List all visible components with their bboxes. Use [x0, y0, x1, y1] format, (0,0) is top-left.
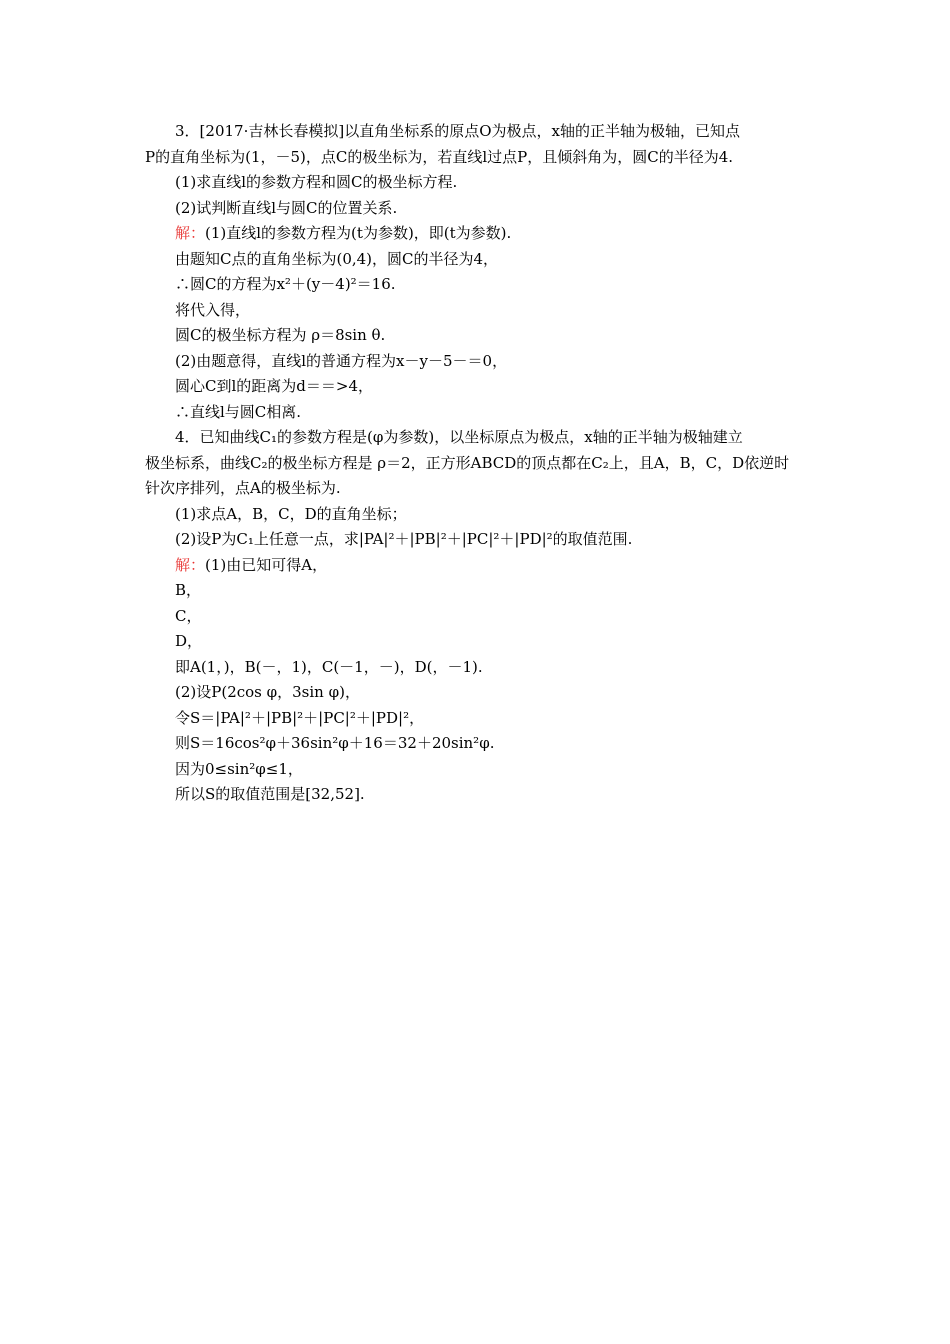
solution-text: (1)直线l的参数方程为(t为参数)，即(t为参数). [205, 224, 512, 242]
solution-line: 令S＝|PA|²＋|PB|²＋|PC|²＋|PD|²， [175, 708, 425, 727]
problem4-solution-first [145, 553, 817, 579]
solution-text: (1)由已知可得A， [205, 555, 328, 574]
solution-line: 圆C的极坐标方程为 ρ＝8sin θ. [175, 326, 386, 344]
problem4-question1: (1)求点A，B，C，D的直角坐标； [175, 504, 407, 523]
solution-line: ∴圆C的方程为x²＋(y－4)²＝16. [175, 275, 396, 293]
solution-line: (2)由题意得，直线l的普通方程为x－y－5－＝0， [175, 351, 508, 370]
problem3-question2: (2)试判断直线l与圆C的位置关系. [175, 198, 398, 217]
solution-line: 即A(1，)，B(－，1)，C(－1，－)，D(，－1). [175, 657, 483, 676]
solution-line: 将代入得， [175, 300, 251, 319]
problem3-question1: (1)求直线l的参数方程和圆C的极坐标方程. [175, 173, 458, 191]
solution-label: 解： [175, 555, 206, 574]
solution-line: 圆心C到l的距离为d＝＝>4， [175, 377, 373, 395]
solution-line: D， [175, 632, 203, 650]
solution-line: 由题知C点的直角坐标为(0,4)，圆C的半径为4， [175, 249, 499, 268]
solution-line: 所以S的取值范围是[32,52]. [175, 785, 365, 803]
problem3-line2: P的直角坐标为(1，－5)，点C的极坐标为，若直线l过点P，且倾斜角为，圆C的半径为4. [145, 147, 734, 166]
problem3-solution-first [145, 221, 817, 247]
solution-line: 因为0≤sin²φ≤1， [175, 759, 303, 778]
problem4-line1: 4．已知曲线C₁的参数方程是(φ为参数)，以坐标原点为极点，x轴的正半轴为极轴建立 [175, 428, 743, 446]
solution-line: B， [175, 581, 202, 599]
solution-line: (2)设P(2cos φ，3sin φ)， [175, 683, 360, 701]
problem4-line3: 针次序排列，点A的极坐标为. [145, 479, 341, 497]
solution-label: 解： [175, 224, 206, 242]
problem3-line1: 3．[2017·吉林长春模拟]以直角坐标系的原点O为极点，x轴的正半轴为极轴，已知点 [175, 122, 740, 140]
solution-line: C， [175, 606, 202, 625]
problem4-line2: 极坐标系，曲线C₂的极坐标方程是 ρ＝2，正方形ABCD的顶点都在C₂上，且A，B，C，D依逆时 [145, 453, 790, 472]
solution-line: ∴直线l与圆C相离. [175, 402, 302, 421]
solution-line: 则S＝16cos²φ＋36sin²φ＋16＝32＋20sin²φ. [175, 734, 495, 752]
problem4-question2: (2)设P为C₁上任意一点，求|PA|²＋|PB|²＋|PC|²＋|PD|²的取值范围. [175, 530, 633, 548]
document-body [145, 119, 817, 808]
